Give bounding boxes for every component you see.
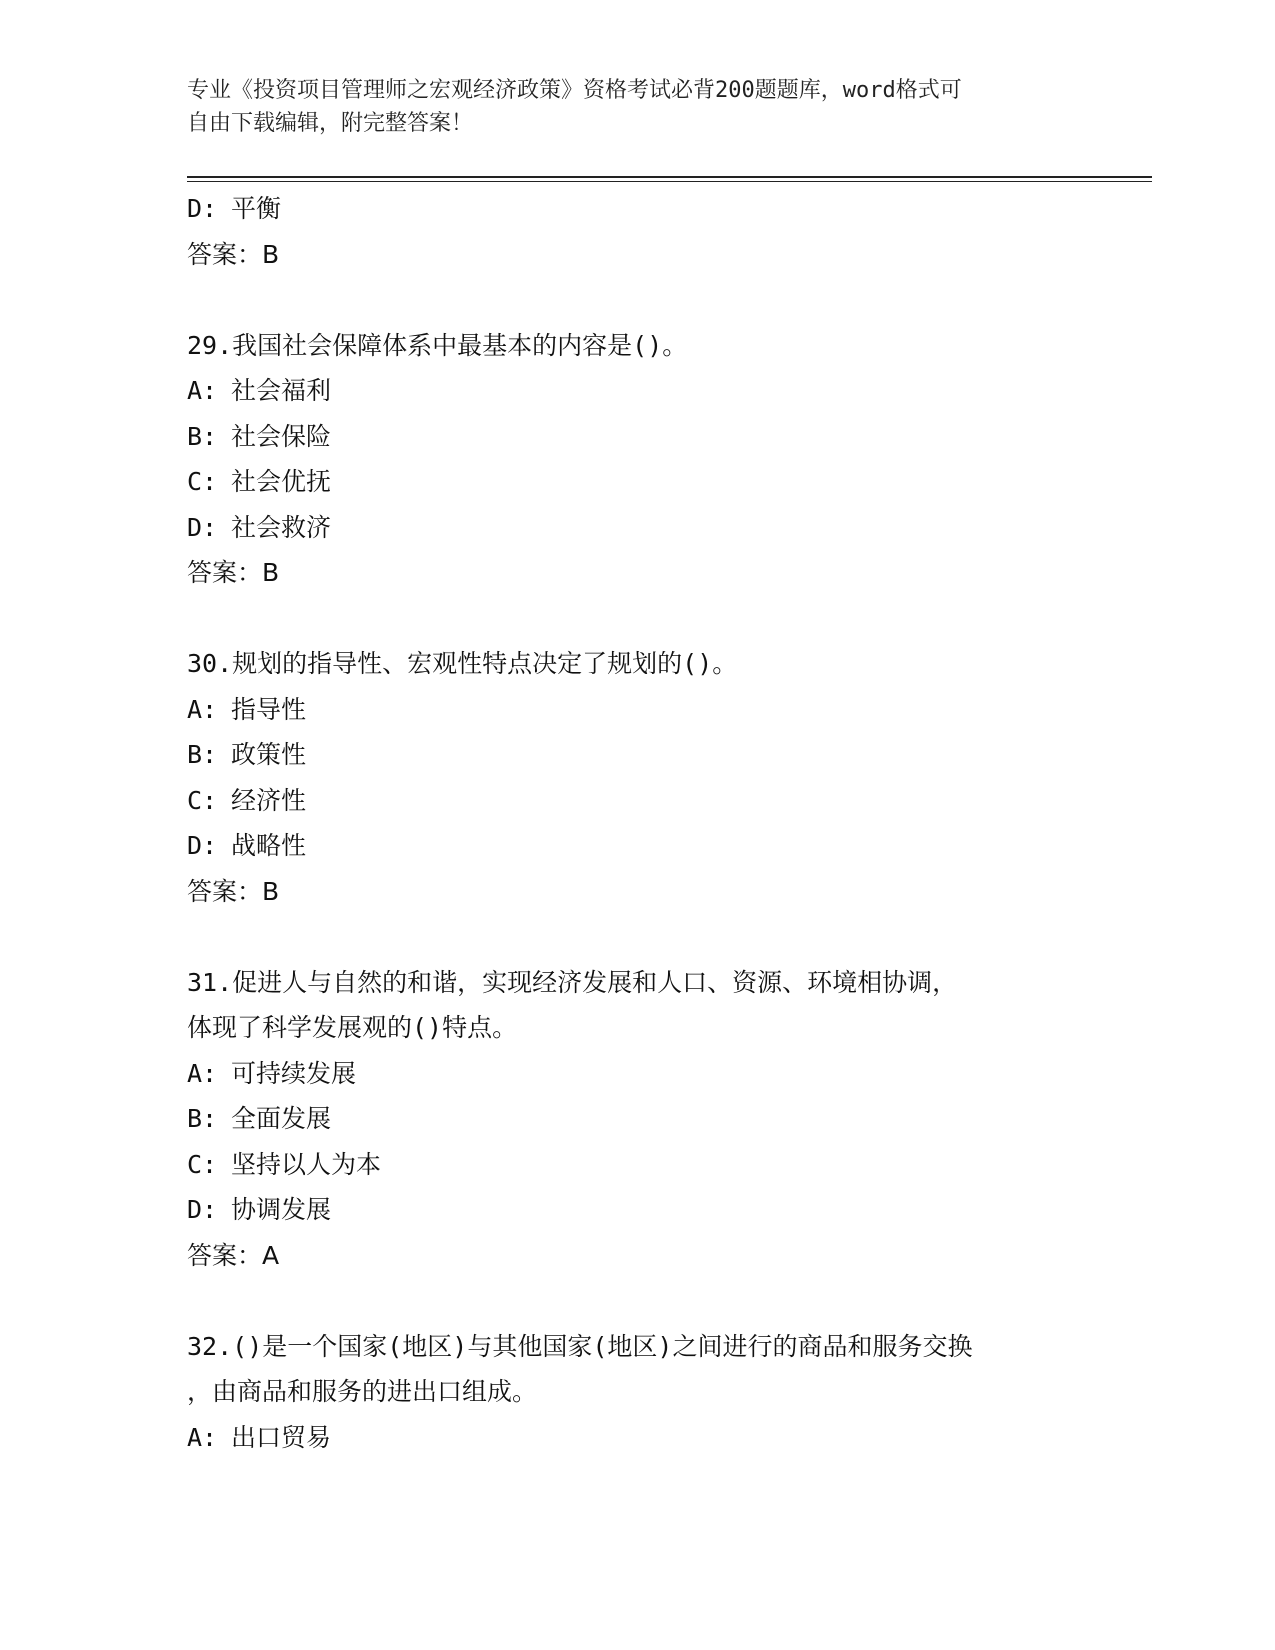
option-letter: C: [187,467,218,496]
option-letter: C: [187,785,218,815]
question-text: 29.我国社会保障体系中最基本的内容是()。 [187,330,688,360]
header-line-2: 自由下载编辑，附完整答案！ [187,111,474,136]
option-text: 指导性 [231,694,307,724]
option-letter: A: [187,1422,218,1452]
document-header [187,74,1067,140]
header-rule-thick [187,176,1152,178]
option-c [187,1142,1087,1188]
option-a [187,368,1087,414]
question-text-continued: 体现了科学发展观的()特点。 [187,1013,518,1042]
answer: 答案：B [187,558,280,587]
option-c [187,778,1087,824]
question-30 [187,641,1087,914]
question-29 [187,323,1087,596]
answer: 答案：B [187,239,280,269]
question-text-continued: ，由商品和服务的进出口组成。 [187,1377,538,1406]
option-c [187,459,1087,505]
option-letter: C: [187,1149,218,1179]
option-d [187,1187,1087,1233]
option-letter: A: [187,376,218,405]
option-letter: D: [187,831,218,860]
option-letter: D: [187,194,218,223]
option-letter: D: [187,1195,218,1224]
option-text: 社会福利 [231,376,332,405]
option-d [187,823,1087,869]
option-text: 全面发展 [231,1104,332,1133]
option-text: 社会保险 [231,421,332,451]
header-rule-thin [187,181,1152,182]
answer: 答案：B [187,876,280,906]
option-a [187,1051,1087,1097]
option-letter: B: [187,421,218,451]
question-text: 32.()是一个国家(地区)与其他国家(地区)之间进行的商品和服务交换 [187,1331,973,1361]
header-line-1: 专业《投资项目管理师之宏观经济政策》资格考试必背200题题库，word格式可 [187,78,962,103]
option-a [187,687,1087,733]
option-text: 经济性 [231,785,307,815]
option-b [187,732,1087,778]
option-b [187,1096,1087,1142]
option-text: 平衡 [231,194,282,223]
option-text: 出口贸易 [231,1422,332,1452]
option-d [187,186,1087,232]
option-text: 社会优抚 [231,467,332,496]
option-text: 社会救济 [231,512,332,542]
option-text: 可持续发展 [231,1058,357,1088]
question-31 [187,960,1087,1279]
option-b [187,414,1087,460]
answer: 答案：A [187,1240,280,1270]
document-body [187,186,1087,1460]
question-32 [187,1324,1087,1461]
option-letter: A: [187,694,218,724]
option-letter: B: [187,740,218,769]
option-a [187,1415,1087,1461]
option-d [187,505,1087,551]
option-letter: A: [187,1058,218,1088]
option-letter: B: [187,1104,218,1133]
option-text: 坚持以人为本 [231,1149,382,1179]
option-text: 协调发展 [231,1195,332,1224]
question-text: 31.促进人与自然的和谐，实现经济发展和人口、资源、环境相协调， [187,967,958,997]
option-text: 政策性 [231,740,307,769]
option-letter: D: [187,512,218,542]
question-text: 30.规划的指导性、宏观性特点决定了规划的()。 [187,649,738,678]
option-text: 战略性 [231,831,307,860]
